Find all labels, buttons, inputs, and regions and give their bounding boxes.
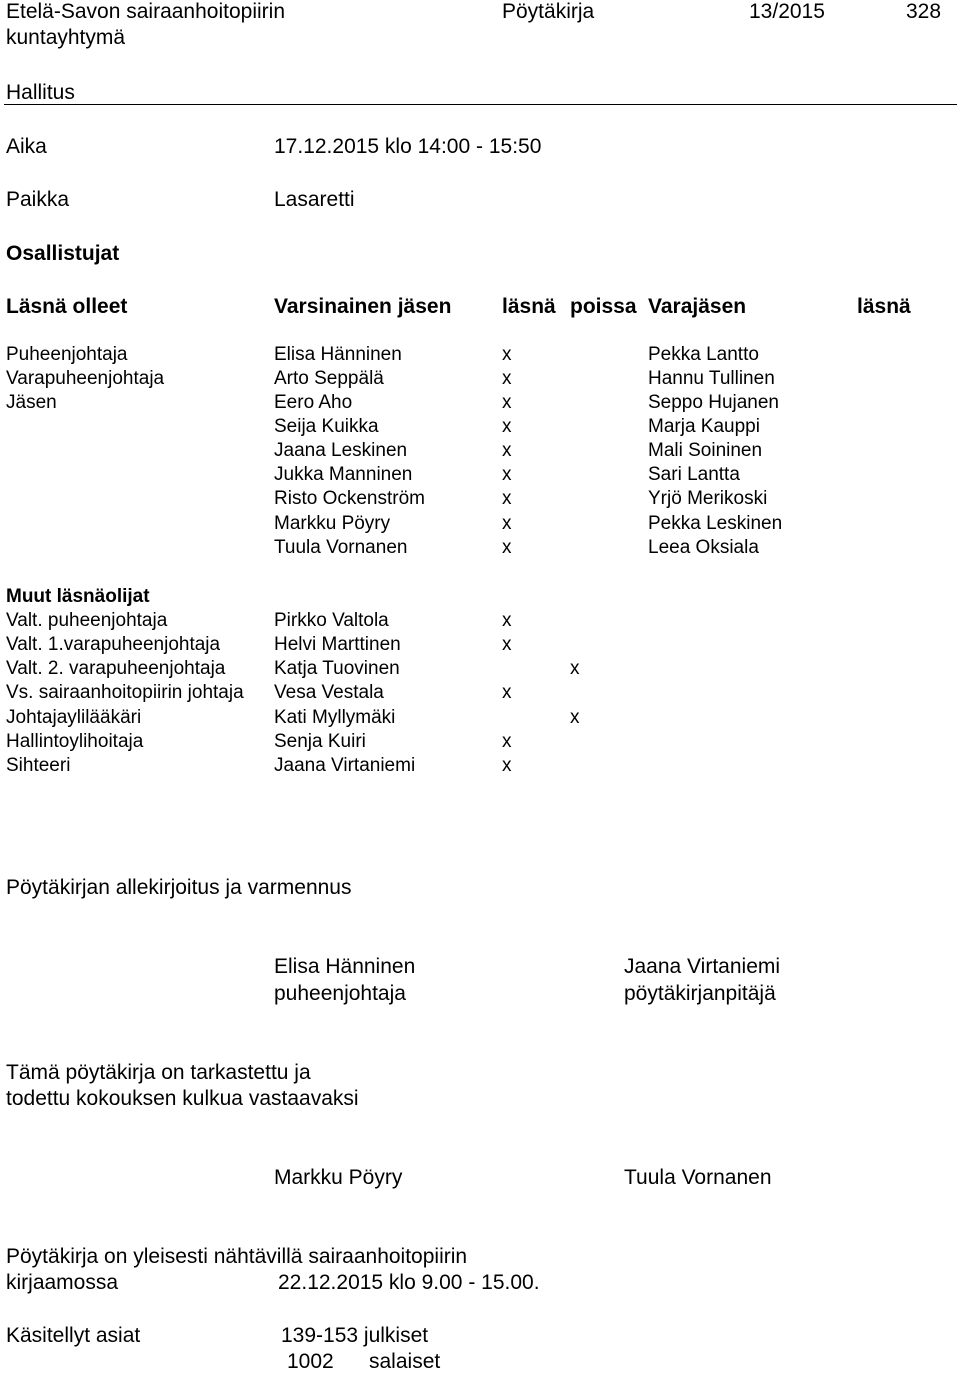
- others-heading: Muut läsnäolijat: [6, 586, 150, 607]
- row-present: x: [502, 392, 512, 413]
- row-member: Jaana Leskinen: [274, 440, 408, 461]
- row-member: Tuula Vornanen: [274, 537, 408, 558]
- signer1-name: Elisa Hänninen: [274, 955, 416, 978]
- handled-secret-label: salaiset: [369, 1350, 441, 1373]
- checker2-name: Tuula Vornanen: [624, 1166, 772, 1189]
- header-rule: [4, 104, 957, 105]
- other-name: Senja Kuiri: [274, 731, 366, 752]
- row-deputy: Pekka Lantto: [648, 344, 759, 365]
- row-deputy: Seppo Hujanen: [648, 392, 779, 413]
- row-member: Risto Ockenström: [274, 488, 425, 509]
- row-deputy: Leea Oksiala: [648, 537, 759, 558]
- row-present: x: [502, 440, 512, 461]
- org-name: Etelä-Savon sairaanhoitopiirin: [6, 0, 285, 23]
- other-name: Vesa Vestala: [274, 682, 384, 703]
- other-name: Kati Myllymäki: [274, 707, 396, 728]
- other-name: Helvi Marttinen: [274, 634, 401, 655]
- notice-date: 22.12.2015 klo 9.00 - 15.00.: [278, 1271, 540, 1294]
- row-present: x: [502, 344, 512, 365]
- row-deputy: Hannu Tullinen: [648, 368, 775, 389]
- row-present: x: [502, 416, 512, 437]
- row-present: x: [502, 513, 512, 534]
- col-header-absent: poissa: [570, 295, 637, 318]
- row-role: Varapuheenjohtaja: [6, 368, 165, 389]
- row-role: Jäsen: [6, 392, 57, 413]
- time-label: Aika: [6, 135, 47, 158]
- other-role: Valt. puheenjohtaja: [6, 610, 168, 631]
- row-present: x: [502, 464, 512, 485]
- row-member: Eero Aho: [274, 392, 353, 413]
- row-deputy: Marja Kauppi: [648, 416, 760, 437]
- row-deputy: Sari Lantta: [648, 464, 740, 485]
- col-header-role: Läsnä olleet: [6, 295, 128, 318]
- other-role: Valt. 1.varapuheenjohtaja: [6, 634, 221, 655]
- row-present: x: [502, 488, 512, 509]
- time-value: 17.12.2015 klo 14:00 - 15:50: [274, 135, 542, 158]
- place-label: Paikka: [6, 188, 70, 211]
- other-role: Valt. 2. varapuheenjohtaja: [6, 658, 226, 679]
- other-present: x: [502, 682, 512, 703]
- other-name: Pirkko Valtola: [274, 610, 389, 631]
- other-name: Katja Tuovinen: [274, 658, 400, 679]
- row-member: Markku Pöyry: [274, 513, 391, 534]
- verification-line1: Tämä pöytäkirja on tarkastettu ja: [6, 1061, 311, 1084]
- signer2-title: pöytäkirjanpitäjä: [624, 982, 776, 1005]
- col-header-present: läsnä: [502, 295, 556, 318]
- other-present: x: [502, 731, 512, 752]
- other-absent: x: [570, 707, 580, 728]
- other-role: Hallintoylihoitaja: [6, 731, 144, 752]
- other-role: Sihteeri: [6, 755, 71, 776]
- other-role: Vs. sairaanhoitopiirin johtaja: [6, 682, 244, 703]
- handled-public: 139-153 julkiset: [281, 1324, 429, 1347]
- body-name: Hallitus: [6, 81, 75, 104]
- notice-line1: Pöytäkirja on yleisesti nähtävillä sairaanhoitopiirin: [6, 1245, 468, 1268]
- row-member: Jukka Manninen: [274, 464, 413, 485]
- row-deputy: Yrjö Merikoski: [648, 488, 768, 509]
- row-member: Arto Seppälä: [274, 368, 384, 389]
- row-present: x: [502, 537, 512, 558]
- handled-secret-num: 1002: [287, 1350, 334, 1373]
- col-header-deputy-present: läsnä: [857, 295, 911, 318]
- row-deputy: Mali Soininen: [648, 440, 763, 461]
- verification-line2: todettu kokouksen kulkua vastaavaksi: [6, 1087, 359, 1110]
- checker1-name: Markku Pöyry: [274, 1166, 403, 1189]
- other-present: x: [502, 755, 512, 776]
- place-value: Lasaretti: [274, 188, 355, 211]
- signatures-heading: Pöytäkirjan allekirjoitus ja varmennus: [6, 876, 352, 899]
- page-number: 328: [906, 0, 942, 23]
- participants-heading: Osallistujat: [6, 242, 120, 265]
- col-header-deputy: Varajäsen: [648, 295, 747, 318]
- org-name-cont: kuntayhtymä: [6, 26, 126, 49]
- row-present: x: [502, 368, 512, 389]
- signer1-title: puheenjohtaja: [274, 982, 406, 1005]
- col-header-member: Varsinainen jäsen: [274, 295, 452, 318]
- signer2-name: Jaana Virtaniemi: [624, 955, 781, 978]
- notice-label: kirjaamossa: [6, 1271, 119, 1294]
- other-absent: x: [570, 658, 580, 679]
- doc-type: Pöytäkirja: [502, 0, 595, 23]
- handled-label: Käsitellyt asiat: [6, 1324, 141, 1347]
- row-member: Seija Kuikka: [274, 416, 379, 437]
- other-present: x: [502, 634, 512, 655]
- other-role: Johtajaylilääkäri: [6, 707, 142, 728]
- other-present: x: [502, 610, 512, 631]
- row-role: Puheenjohtaja: [6, 344, 128, 365]
- other-name: Jaana Virtaniemi: [274, 755, 416, 776]
- row-member: Elisa Hänninen: [274, 344, 402, 365]
- doc-number: 13/2015: [749, 0, 825, 23]
- row-deputy: Pekka Leskinen: [648, 513, 783, 534]
